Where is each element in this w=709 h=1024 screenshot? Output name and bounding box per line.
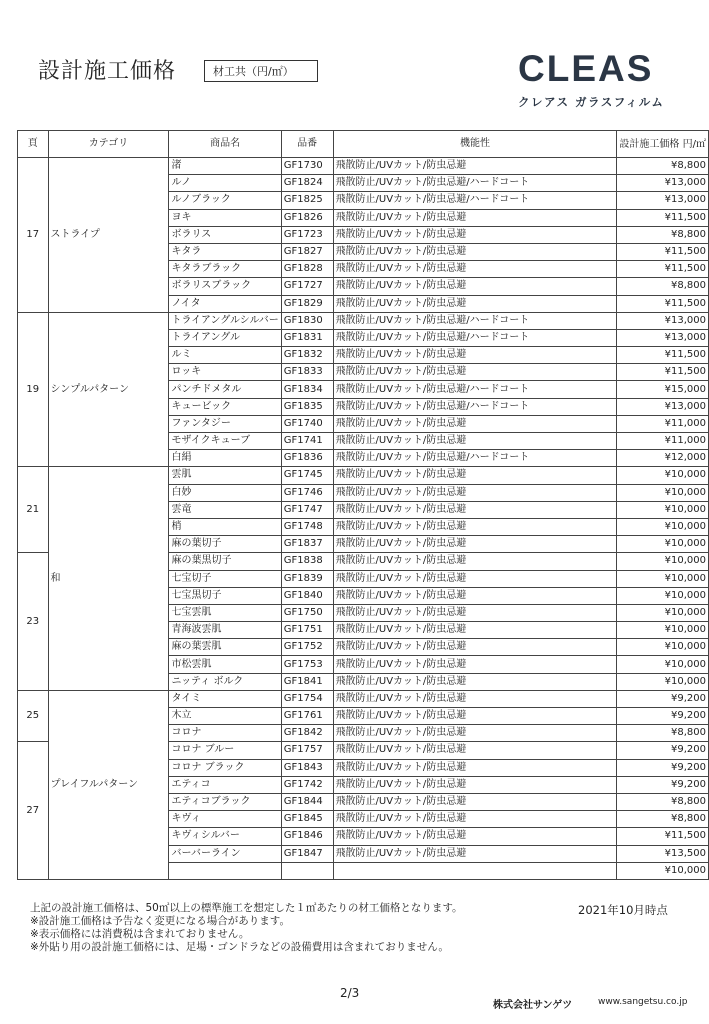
product-code-cell: GF1727 (281, 278, 333, 295)
function-cell: 飛散防止/UVカット/防虫忌避 (333, 158, 617, 175)
product-name-cell: ニッティ ボルク (169, 673, 281, 690)
price-cell: ¥11,500 (617, 243, 709, 260)
product-name-cell: 麻の葉黒切子 (169, 553, 281, 570)
price-cell: ¥15,000 (617, 381, 709, 398)
category-cell: プレイフルパターン (48, 690, 169, 879)
company-name: 株式会社サンゲツ (493, 1000, 573, 1011)
product-name-cell: 七宝雲肌 (169, 604, 281, 621)
column-header-price: 設計施工価格 円/㎡ (617, 131, 709, 158)
product-code-cell: GF1750 (281, 604, 333, 621)
company-url: www.sangetsu.co.jp (598, 997, 688, 1007)
table-row (18, 467, 709, 484)
product-code-cell: GF1828 (281, 261, 333, 278)
function-cell: 飛散防止/UVカット/防虫忌避/ハードコート (333, 450, 617, 467)
function-cell: 飛散防止/UVカット/防虫忌避 (333, 484, 617, 501)
function-cell: 飛散防止/UVカット/防虫忌避 (333, 553, 617, 570)
product-code-cell: GF1752 (281, 639, 333, 656)
page-cell: 17 (18, 158, 49, 313)
function-cell: 飛散防止/UVカット/防虫忌避/ハードコート (333, 381, 617, 398)
product-code-cell: GF1826 (281, 209, 333, 226)
column-header-page: 頁 (18, 131, 49, 158)
table-header-row (18, 131, 709, 158)
table-row (18, 312, 709, 329)
function-cell: 飛散防止/UVカット/防虫忌避 (333, 467, 617, 484)
function-cell: 飛散防止/UVカット/防虫忌避 (333, 656, 617, 673)
product-name-cell: ノイタ (169, 295, 281, 312)
product-name-cell: 木立 (169, 708, 281, 725)
product-code-cell: GF1846 (281, 828, 333, 845)
product-code-cell: GF1754 (281, 690, 333, 707)
product-code-cell: GF1835 (281, 398, 333, 415)
function-cell: 飛散防止/UVカット/防虫忌避 (333, 433, 617, 450)
price-cell: ¥10,000 (617, 501, 709, 518)
function-cell: 飛散防止/UVカット/防虫忌避 (333, 604, 617, 621)
page-cell: 19 (18, 312, 49, 467)
function-cell: 飛散防止/UVカット/防虫忌避 (333, 725, 617, 742)
product-name-cell: コロナ ブルー (169, 742, 281, 759)
price-cell: ¥10,000 (617, 673, 709, 690)
function-cell: 飛散防止/UVカット/防虫忌避 (333, 845, 617, 862)
footer-note: ※表示価格には消費税は含まれておりません。 (30, 928, 250, 940)
price-cell: ¥8,800 (617, 811, 709, 828)
product-name-cell: キヴィシルバー (169, 828, 281, 845)
product-name-cell: キヴィ (169, 811, 281, 828)
product-name-cell: ヨキ (169, 209, 281, 226)
price-cell: ¥10,000 (617, 518, 709, 535)
function-cell: 飛散防止/UVカット/防虫忌避 (333, 295, 617, 312)
product-code-cell: GF1834 (281, 381, 333, 398)
function-cell: 飛散防止/UVカット/防虫忌避 (333, 742, 617, 759)
function-cell: 飛散防止/UVカット/防虫忌避/ハードコート (333, 312, 617, 329)
product-name-cell: ルノブラック (169, 192, 281, 209)
function-cell: 飛散防止/UVカット/防虫忌避 (333, 622, 617, 639)
product-code-cell: GF1832 (281, 347, 333, 364)
function-cell: 飛散防止/UVカット/防虫忌避 (333, 708, 617, 725)
brand-subtitle: クレアス ガラスフィルム (518, 95, 665, 109)
product-code-cell: GF1844 (281, 793, 333, 810)
page-title: 設計施工価格 (38, 59, 177, 84)
product-name-cell: コロナ ブラック (169, 759, 281, 776)
price-cell: ¥10,000 (617, 467, 709, 484)
price-cell: ¥10,000 (617, 639, 709, 656)
column-header-code: 品番 (281, 131, 333, 158)
function-cell: 飛散防止/UVカット/防虫忌避/ハードコート (333, 398, 617, 415)
product-name-cell: キュービック (169, 398, 281, 415)
price-cell: ¥8,800 (617, 158, 709, 175)
price-cell: ¥13,000 (617, 175, 709, 192)
product-code-cell: GF1830 (281, 312, 333, 329)
price-cell: ¥10,000 (617, 587, 709, 604)
product-name-cell: エティコブラック (169, 793, 281, 810)
function-cell: 飛散防止/UVカット/防虫忌避 (333, 364, 617, 381)
product-code-cell: GF1745 (281, 467, 333, 484)
product-code-cell: GF1831 (281, 329, 333, 346)
product-name-cell: タイミ (169, 690, 281, 707)
product-code-cell: GF1827 (281, 243, 333, 260)
page-cell: 27 (18, 742, 49, 880)
function-cell: 飛散防止/UVカット/防虫忌避 (333, 278, 617, 295)
product-code-cell: GF1841 (281, 673, 333, 690)
product-code-cell: GF1753 (281, 656, 333, 673)
price-cell: ¥13,000 (617, 312, 709, 329)
price-cell: ¥12,000 (617, 450, 709, 467)
product-name-cell: パンチドメタル (169, 381, 281, 398)
price-cell: ¥8,800 (617, 725, 709, 742)
category-cell: ストライプ (48, 158, 169, 313)
product-code-cell: GF1836 (281, 450, 333, 467)
price-cell: ¥8,800 (617, 278, 709, 295)
function-cell: 飛散防止/UVカット/防虫忌避 (333, 261, 617, 278)
product-code-cell: GF1747 (281, 501, 333, 518)
page-cell: 25 (18, 690, 49, 742)
product-name-cell: エティコ (169, 776, 281, 793)
product-code-cell: GF1748 (281, 518, 333, 535)
price-cell: ¥9,200 (617, 690, 709, 707)
price-cell: ¥9,200 (617, 708, 709, 725)
function-cell: 飛散防止/UVカット/防虫忌避/ハードコート (333, 175, 617, 192)
footer-note: 上記の設計施工価格は、50㎡以上の標準施工を想定した１㎡あたりの材工価格となります。 (30, 902, 463, 914)
function-cell: 飛散防止/UVカット/防虫忌避 (333, 536, 617, 553)
price-cell: ¥11,000 (617, 415, 709, 432)
product-code-cell: GF1751 (281, 622, 333, 639)
product-name-cell: トライアングルシルバー (169, 312, 281, 329)
price-cell: ¥11,000 (617, 433, 709, 450)
product-name-cell: ルミ (169, 347, 281, 364)
price-cell: ¥9,200 (617, 742, 709, 759)
function-cell: 飛散防止/UVカット/防虫忌避 (333, 690, 617, 707)
product-name-cell: 麻の葉雲肌 (169, 639, 281, 656)
product-name-cell: ボラリスブラック (169, 278, 281, 295)
table-body (18, 158, 709, 880)
price-cell: ¥11,500 (617, 364, 709, 381)
function-cell: 飛散防止/UVカット/防虫忌避 (333, 776, 617, 793)
price-cell: ¥13,000 (617, 192, 709, 209)
page-number: 2/3 (340, 986, 360, 1000)
product-code-cell: GF1740 (281, 415, 333, 432)
function-cell: 飛散防止/UVカット/防虫忌避 (333, 759, 617, 776)
function-cell: 飛散防止/UVカット/防虫忌避 (333, 209, 617, 226)
table-row (18, 690, 709, 707)
price-cell: ¥10,000 (617, 622, 709, 639)
product-code-cell: GF1845 (281, 811, 333, 828)
product-name-cell: 白妙 (169, 484, 281, 501)
price-cell: ¥11,500 (617, 295, 709, 312)
product-code-cell: GF1847 (281, 845, 333, 862)
function-cell: 飛散防止/UVカット/防虫忌避 (333, 415, 617, 432)
price-cell: ¥13,000 (617, 329, 709, 346)
price-cell: ¥11,500 (617, 261, 709, 278)
product-name-cell: キタラブラック (169, 261, 281, 278)
function-cell: 飛散防止/UVカット/防虫忌避 (333, 501, 617, 518)
product-name-cell: コロナ (169, 725, 281, 742)
function-cell: 飛散防止/UVカット/防虫忌避 (333, 347, 617, 364)
product-code-cell: GF1730 (281, 158, 333, 175)
function-cell: 飛散防止/UVカット/防虫忌避 (333, 811, 617, 828)
product-name-cell: ファンタジー (169, 415, 281, 432)
function-cell: 飛散防止/UVカット/防虫忌避 (333, 673, 617, 690)
product-name-cell: 雲肌 (169, 467, 281, 484)
category-cell: 和 (48, 467, 169, 690)
function-cell (333, 862, 617, 879)
price-cell: ¥10,000 (617, 604, 709, 621)
column-header-product: 商品名 (169, 131, 281, 158)
function-cell: 飛散防止/UVカット/防虫忌避 (333, 226, 617, 243)
footer-notes (30, 902, 463, 954)
product-name-cell: 麻の葉切子 (169, 536, 281, 553)
category-cell: シンプルパターン (48, 312, 169, 467)
product-code-cell: GF1833 (281, 364, 333, 381)
product-code-cell: GF1746 (281, 484, 333, 501)
function-cell: 飛散防止/UVカット/防虫忌避 (333, 639, 617, 656)
column-header-function: 機能性 (333, 131, 617, 158)
product-code-cell: GF1723 (281, 226, 333, 243)
product-name-cell: ボラリス (169, 226, 281, 243)
product-code-cell: GF1838 (281, 553, 333, 570)
product-name-cell: 渚 (169, 158, 281, 175)
column-header-category: カテゴリ (48, 131, 169, 158)
product-code-cell: GF1761 (281, 708, 333, 725)
product-name-cell: 青海波雲肌 (169, 622, 281, 639)
product-name-cell: キタラ (169, 243, 281, 260)
product-code-cell: GF1842 (281, 725, 333, 742)
price-cell: ¥8,800 (617, 793, 709, 810)
product-code-cell: GF1829 (281, 295, 333, 312)
function-cell: 飛散防止/UVカット/防虫忌避 (333, 587, 617, 604)
footer-note: ※設計施工価格は予告なく変更になる場合があります。 (30, 915, 290, 927)
product-code-cell (281, 862, 333, 879)
page-cell: 23 (18, 553, 49, 691)
function-cell: 飛散防止/UVカット/防虫忌避 (333, 518, 617, 535)
price-cell: ¥11,500 (617, 828, 709, 845)
price-cell: ¥10,000 (617, 570, 709, 587)
product-code-cell: GF1824 (281, 175, 333, 192)
product-name-cell: 市松雲肌 (169, 656, 281, 673)
brand-logo: CLEAS (518, 48, 654, 89)
product-name-cell: モザイクキューブ (169, 433, 281, 450)
product-name-cell: 雲竜 (169, 501, 281, 518)
table-row (18, 158, 709, 175)
product-name-cell: 梢 (169, 518, 281, 535)
function-cell: 飛散防止/UVカット/防虫忌避 (333, 570, 617, 587)
product-code-cell: GF1839 (281, 570, 333, 587)
price-cell: ¥9,200 (617, 759, 709, 776)
price-cell: ¥10,000 (617, 484, 709, 501)
product-code-cell: GF1757 (281, 742, 333, 759)
function-cell: 飛散防止/UVカット/防虫忌避/ハードコート (333, 192, 617, 209)
product-name-cell: 七宝黒切子 (169, 587, 281, 604)
as-of-date: 2021年10月時点 (578, 903, 668, 917)
price-cell: ¥11,500 (617, 347, 709, 364)
price-cell: ¥10,000 (617, 862, 709, 879)
price-cell: ¥13,000 (617, 398, 709, 415)
product-code-cell: GF1840 (281, 587, 333, 604)
product-name-cell (169, 862, 281, 879)
product-name-cell: ロッキ (169, 364, 281, 381)
price-cell: ¥10,000 (617, 553, 709, 570)
product-name-cell: トライアングル (169, 329, 281, 346)
price-cell: ¥9,200 (617, 776, 709, 793)
product-code-cell: GF1741 (281, 433, 333, 450)
product-name-cell: 白絹 (169, 450, 281, 467)
price-cell: ¥11,500 (617, 209, 709, 226)
price-cell: ¥13,500 (617, 845, 709, 862)
product-name-cell: ルノ (169, 175, 281, 192)
product-name-cell: バーバーライン (169, 845, 281, 862)
product-code-cell: GF1742 (281, 776, 333, 793)
function-cell: 飛散防止/UVカット/防虫忌避 (333, 828, 617, 845)
function-cell: 飛散防止/UVカット/防虫忌避 (333, 243, 617, 260)
product-code-cell: GF1837 (281, 536, 333, 553)
unit-note: 材工共（円/㎡） (204, 60, 318, 82)
product-code-cell: GF1843 (281, 759, 333, 776)
footer-note: ※外貼り用の設計施工価格には、足場・ゴンドラなどの設備費用は含まれておりません。 (30, 941, 449, 953)
page-cell: 21 (18, 467, 49, 553)
function-cell: 飛散防止/UVカット/防虫忌避/ハードコート (333, 329, 617, 346)
price-cell: ¥8,800 (617, 226, 709, 243)
price-table (17, 130, 709, 880)
product-code-cell: GF1825 (281, 192, 333, 209)
price-cell: ¥10,000 (617, 536, 709, 553)
product-name-cell: 七宝切子 (169, 570, 281, 587)
function-cell: 飛散防止/UVカット/防虫忌避 (333, 793, 617, 810)
price-cell: ¥10,000 (617, 656, 709, 673)
